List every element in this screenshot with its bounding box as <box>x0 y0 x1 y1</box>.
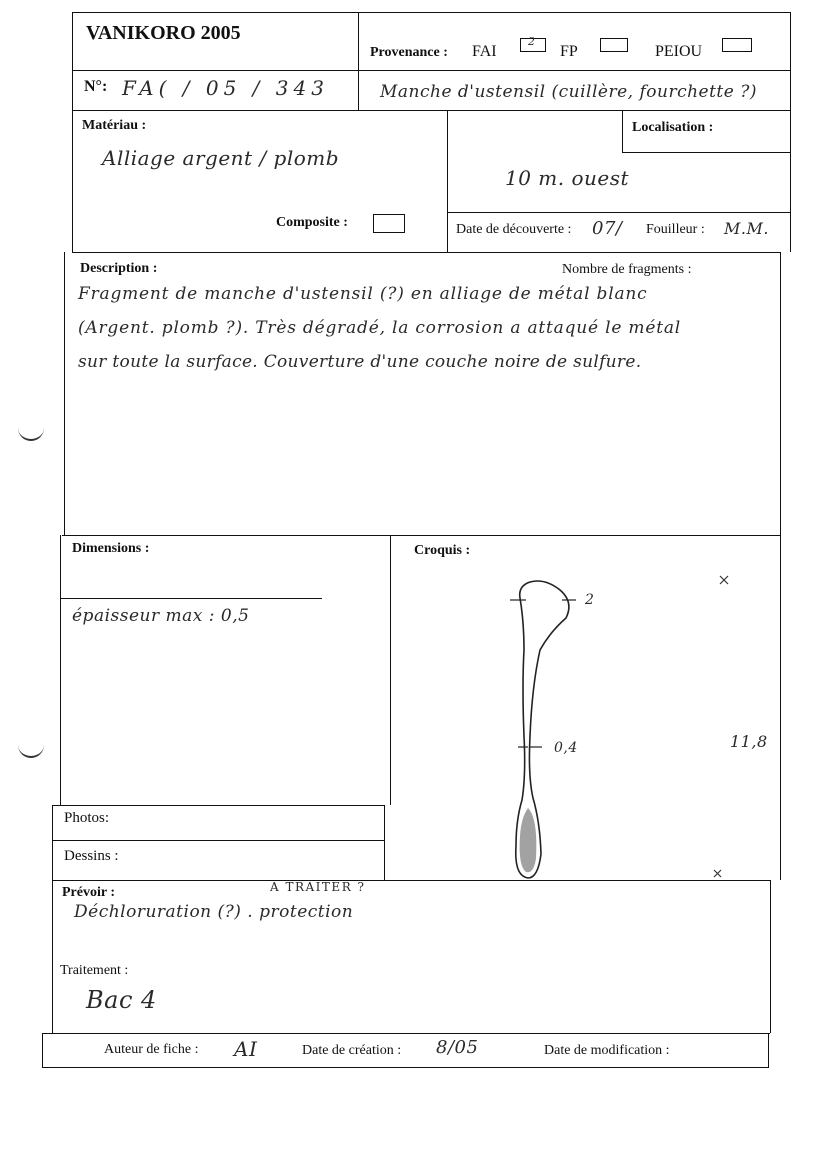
dimensions-label: Dimensions : <box>72 541 150 556</box>
traitement-label: Traitement : <box>60 963 129 978</box>
date-modification-label: Date de modification : <box>544 1043 670 1058</box>
nb-fragments-label: Nombre de fragments : <box>562 262 692 277</box>
numero-label: N°: <box>84 78 108 95</box>
right-border-mid <box>780 252 781 880</box>
row3-divider <box>72 252 780 253</box>
sketch-dim-length: 11,8 <box>730 732 768 751</box>
sketch-cross-mark-bottom <box>714 870 721 877</box>
materiau-value[interactable]: Alliage argent / plomb <box>102 146 340 170</box>
provenance-label: Provenance : <box>370 45 448 60</box>
photos-croquis-divider <box>384 805 385 880</box>
date-creation-label: Date de création : <box>302 1043 402 1058</box>
localisation-value[interactable]: 10 m. ouest <box>505 166 630 190</box>
right-border-footer <box>768 1033 769 1068</box>
designation-value[interactable]: Manche d'ustensil (cuillère, fourchette ?) <box>380 82 757 102</box>
fouilleur-value[interactable]: M.M. <box>724 219 769 238</box>
dimensions-underline <box>60 598 322 599</box>
croquis-sketch <box>390 536 780 880</box>
description-label: Description : <box>80 261 158 276</box>
auteur-value[interactable]: AI <box>234 1037 258 1061</box>
prevoir-value[interactable]: Déchloruration (?) . protection <box>74 902 354 922</box>
right-border-low <box>770 880 771 1033</box>
composite-checkbox[interactable] <box>373 214 405 233</box>
provenance-fp-label: FP <box>560 43 578 60</box>
top-border <box>72 12 790 13</box>
left-border-top <box>72 12 73 252</box>
dimensions-value[interactable]: épaisseur max : 0,5 <box>72 606 250 626</box>
sketch-dim-mid: 0,4 <box>554 740 578 756</box>
localisation-left <box>622 110 623 152</box>
prevoir-top <box>52 880 770 881</box>
localisation-divider <box>622 152 790 153</box>
provenance-fai-mark: 2 <box>528 35 536 48</box>
sketch-cross-mark-top <box>720 576 728 584</box>
photos-bottom <box>52 840 384 841</box>
prevoir-note[interactable]: A TRAITER ? <box>270 880 366 894</box>
sketch-dim-top: 2 <box>585 592 595 608</box>
sketch-bowl-hatching <box>520 808 537 872</box>
photos-label: Photos: <box>64 810 110 826</box>
description-line-1[interactable]: Fragment de manche d'ustensil (?) en alliage de métal blanc <box>78 284 648 304</box>
description-line-2[interactable]: (Argent. plomb ?). Très dégradé, la corrosion a attaqué le métal <box>78 318 681 338</box>
croquis-label: Croquis : <box>414 543 471 558</box>
numero-value[interactable]: FA( / 05 / 343 <box>122 76 329 100</box>
left-border-mid <box>64 252 65 535</box>
left-border-photos <box>52 805 53 1033</box>
date-decouverte-value[interactable]: 07/ <box>592 218 623 239</box>
composite-divider <box>447 212 790 213</box>
title-divider <box>358 12 359 110</box>
row2-divider <box>72 110 790 111</box>
fouilleur-label: Fouilleur : <box>646 222 705 237</box>
dessins-label: Dessins : <box>64 848 119 864</box>
right-border-top <box>790 12 791 252</box>
footer-top <box>42 1033 770 1034</box>
provenance-fai-label: FAI <box>472 43 497 60</box>
auteur-label: Auteur de fiche : <box>104 1042 199 1057</box>
punch-hole-lower <box>18 742 44 758</box>
punch-hole-upper <box>18 425 44 441</box>
prevoir-label: Prévoir : <box>62 885 115 900</box>
provenance-peiou-label: PEIOU <box>655 43 703 60</box>
materiau-label: Matériau : <box>82 118 147 133</box>
photos-top <box>52 805 384 806</box>
description-line-3[interactable]: sur toute la surface. Couverture d'une couche noire de sulfure. <box>78 352 642 372</box>
date-creation-value[interactable]: 8/05 <box>436 1037 479 1058</box>
localisation-label: Localisation : <box>632 120 714 135</box>
provenance-fp-checkbox[interactable] <box>600 38 628 52</box>
composite-label: Composite : <box>276 215 348 230</box>
form-title: VANIKORO 2005 <box>86 22 241 44</box>
date-decouverte-label: Date de découverte : <box>456 222 572 237</box>
row1-divider <box>72 70 790 71</box>
bottom-border <box>42 1067 768 1068</box>
left-border-dims <box>60 535 61 805</box>
traitement-value[interactable]: Bac 4 <box>86 986 157 1014</box>
left-border-footer <box>42 1033 43 1068</box>
provenance-peiou-checkbox[interactable] <box>722 38 752 52</box>
materiau-divider <box>447 110 448 252</box>
